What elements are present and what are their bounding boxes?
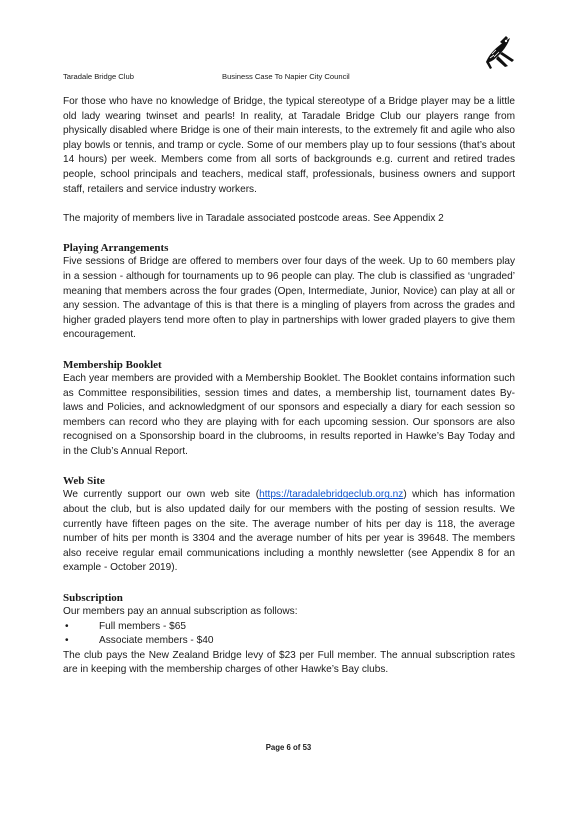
membership-booklet-heading: Membership Booklet bbox=[63, 358, 162, 371]
subscription-intro: Our members pay an annual subscription as follows: bbox=[63, 606, 298, 618]
associate-members-fee: Associate members - $40 bbox=[99, 635, 214, 647]
bullet-icon: • bbox=[65, 620, 69, 632]
fantail-bird-logo-icon bbox=[478, 32, 518, 72]
playing-arrangements-paragraph: Five sessions of Bridge are offered to members over four days of the week. Up to 60 members play in a session - although for tournaments up to 96 people can play. The club is classified as ‘ungraded’ meaning that members across the four grades (Open, Intermediate, Junior, Novice) can play at all or any session. The advantage of this is that there is a mingling of players from across the grades and higher graded players tend more often to play in partnerships with lower graded players to give them encouragement. bbox=[63, 256, 515, 341]
web-site-paragraph bbox=[63, 488, 515, 576]
bullet-icon: • bbox=[65, 635, 69, 647]
list-item bbox=[63, 634, 515, 649]
header-document-title: Business Case To Napier City Council bbox=[222, 72, 350, 81]
web-site-text-before: We currently support our own web site ( bbox=[63, 489, 260, 501]
list-item bbox=[63, 620, 515, 635]
web-site-heading: Web Site bbox=[63, 475, 105, 488]
playing-arrangements-heading: Playing Arrangements bbox=[63, 242, 169, 255]
subscription-list bbox=[63, 620, 515, 649]
club-website-link[interactable]: https://taradalebridgeclub.org.nz bbox=[259, 489, 404, 501]
membership-booklet-paragraph: Each year members are provided with a Membership Booklet. The Booklet contains information such as Committee responsibilities, session times and dates, a membership list, tournament dates By-laws and Policies, and acknowledgment of our sponsors and especially a diary for each session so members can record who they are playing with for each upcoming session. Our sponsors are also recognised on a Sponsorship board in the clubrooms, in results reported in Hawke’s Bay Today and in the Club’s Annual Report. bbox=[63, 372, 515, 457]
web-site-text-after: ) which has information about the club, but is also updated daily for our members with the posting of session results. We currently have fifteen pages on the site. The average number of hits per day is 118, the average number of hits per month is 3304 and the average number of hits per year is 39648. The members also receive regular email communications including a monthly newsletter (see Appendix 8 for an example - October 2019). bbox=[63, 489, 515, 574]
header-club-name: Taradale Bridge Club bbox=[63, 72, 134, 81]
postcode-paragraph: The majority of members live in Taradale associated postcode areas. See Appendix 2 bbox=[63, 212, 444, 224]
full-members-fee: Full members - $65 bbox=[99, 620, 186, 632]
subscription-heading: Subscription bbox=[63, 592, 123, 605]
subscription-closing-paragraph: The club pays the New Zealand Bridge levy of $23 per Full member. The annual subscription rates are in keeping with the membership charges of other Hawke’s Bay clubs. bbox=[63, 649, 515, 676]
intro-paragraph: For those who have no knowledge of Bridge, the typical stereotype of a Bridge player may be a little old lady wearing twinset and pearls! In reality, at Taradale Bridge Club our players range from physically disabled where Bridge is one of their main interests, to the extremely fit and agile who also play bowls or tennis, and tramp or cycle. Some of our members play up to four sessions (that’s about 14 hours) per week. Members come from all sorts of backgrounds e.g. current and retired trades people, school principals and teachers, medical staff, professionals, business owners and support staff, retailers and service industry workers. bbox=[63, 96, 515, 195]
document-body bbox=[63, 95, 515, 678]
page-number: Page 6 of 53 bbox=[265, 743, 312, 752]
